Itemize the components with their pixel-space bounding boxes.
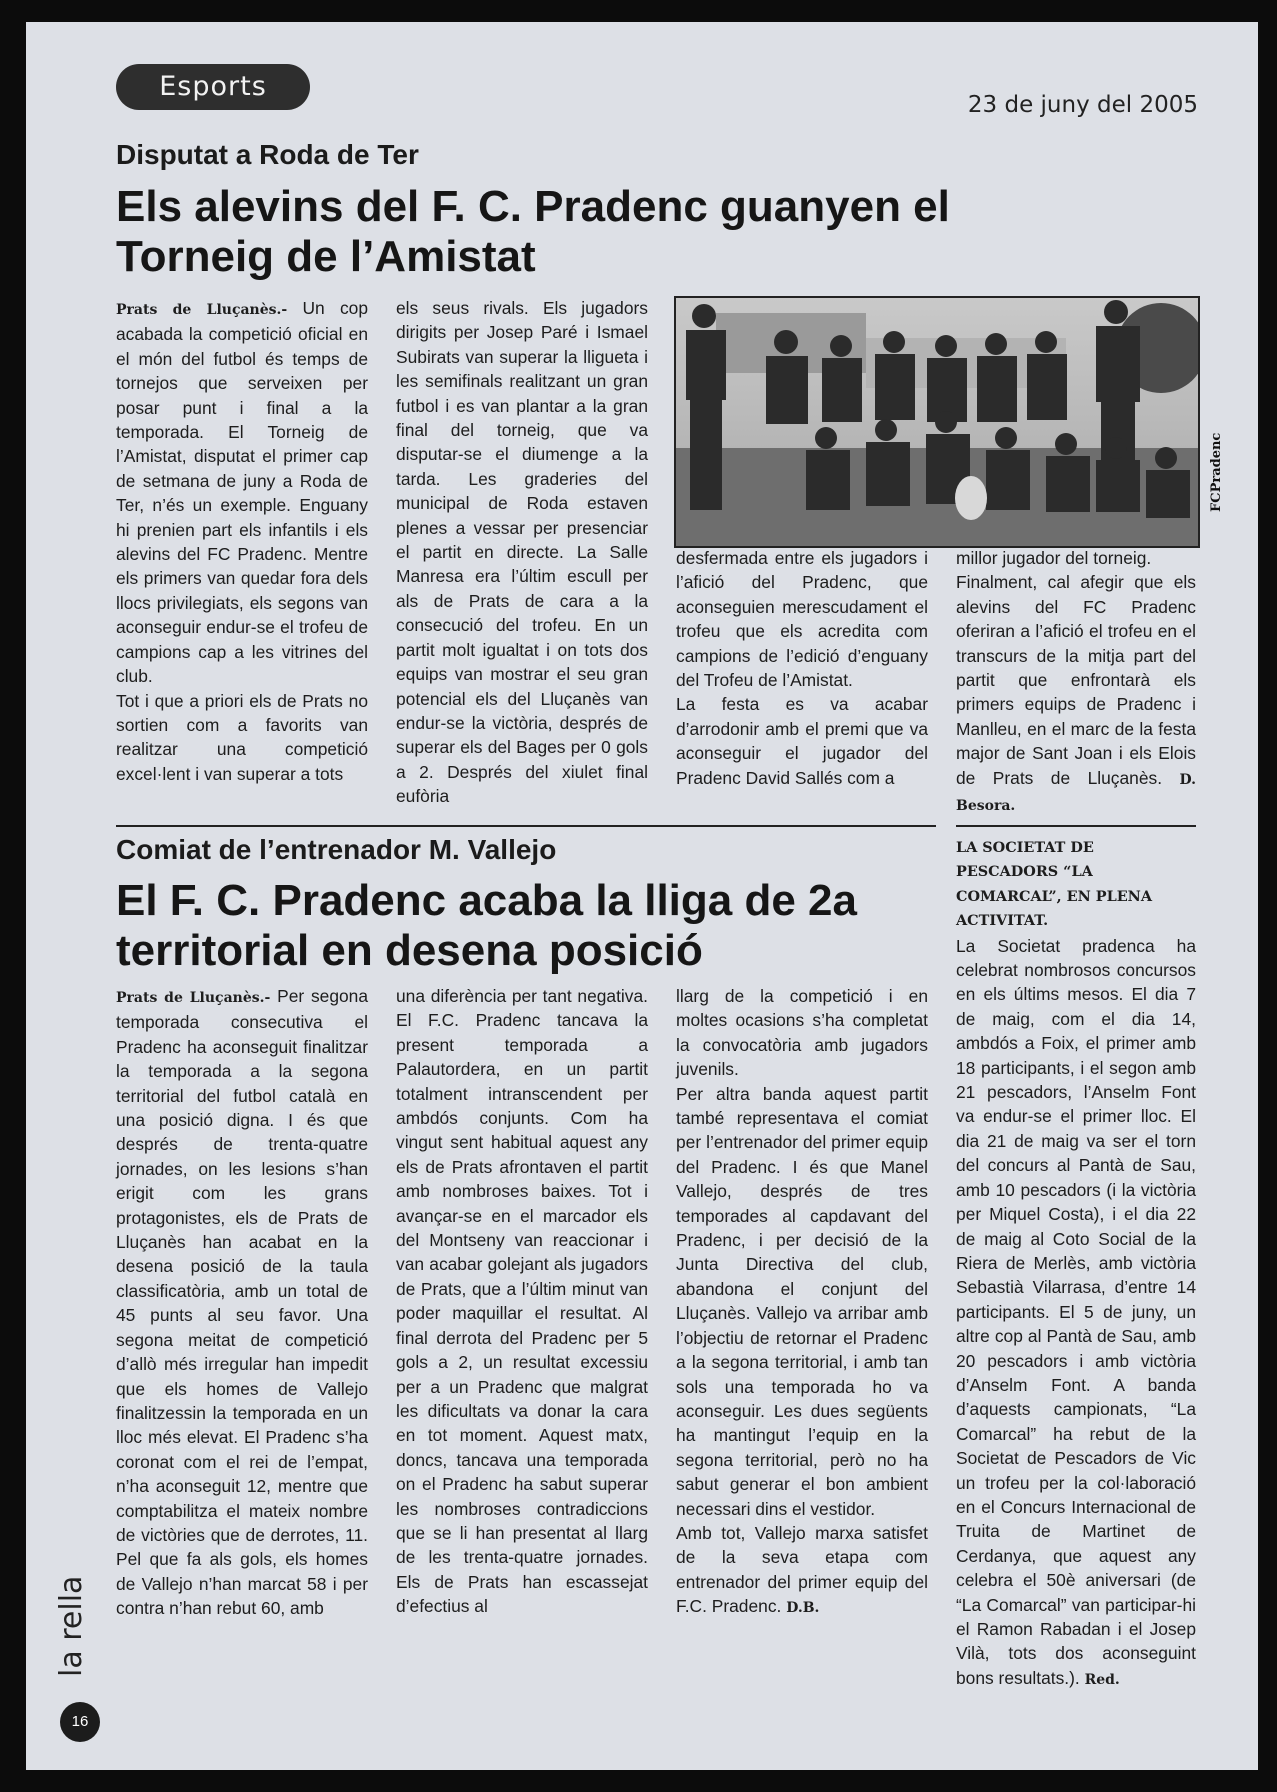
article1-column-4: millor jugador del torneig. Finalment, cal afegir que els alevins del FC Pradenc oferiran a l’afició el trofeu en el transcurs de la mitja part del partit que enfrontarà els primers equips de Pradenc i Manlleu, en el marc de la festa major de Sant Joan i els Elois de Prats de Lluçanès. D. Besora.	[956, 548, 1196, 815]
article1-dateline: Prats de Lluçanès.-	[116, 302, 288, 318]
section-tag: Esports	[116, 64, 310, 110]
newspaper-page	[26, 22, 1258, 1770]
article1-kicker: Disputat a Roda de Ter	[116, 139, 419, 170]
team-photo-image	[676, 298, 1198, 546]
article2-column-1: Prats de Lluçanès.- Per segona temporada consecutiva el Pradenc ha aconseguit finalitzar la temporada a la segona territorial del futbol català en una posició digna. I és que després de trenta-quatre jornades, on les lesions s’han erigit com les grans protagonistes, els de Prats de Lluçanès han acabat en la desena posició de la taula classificatòria, amb un total de 45 punts al seu favor. Una segona meitat de competició d’allò més irregular han impedit que els homes de Vallejo finalitzessin la temporada en un lloc més elevat. El Pradenc s’ha coronat com el rei de l’empat, n’ha aconseguit 12, mentre que comptabilitza el mateix nombre de victòries que de derrotes, 11. Pel que fa als gols, els homes de Vallejo n’han marcat 58 i per contra n’han rebut 60, amb	[116, 986, 369, 1619]
article2-column-3: llarg de la competició i en moltes ocasions s’ha completat la convocatòria amb jugadors juvenils. Per altra banda aquest partit també representava el comiat per l’entrenador del primer equip del Pradenc. I és que Manel Vallejo, després de tres temporades al capdavant del Pradenc, i per decisió de la Junta Directiva del club, abandona el conjunt del Lluçanès. Vallejo va arribar amb l’objectiu de retornar el Pradenc a la segona territorial, i amb tan sols una temporada ho va aconseguir. Les dues següents ha mantingut l’equip en la segona territorial, però no ha sabut generar el bon ambient necessari dins el vestidor. Amb tot, Vallejo marxa satisfet de la seva etapa com entrenador del primer equip del F.C. Pradenc. D.B.	[676, 986, 928, 1617]
sidebar-divider	[956, 825, 1196, 827]
sidebar-column: LA SOCIETAT DE PESCADORS “LA COMARCAL”, EN PLENA ACTIVITAT. La Societat pradenca ha celebrat nombrosos concursos en els últims mesos. El dia 7 de maig, com el dia 14, ambdós a Foix, el primer amb 18 participants, i el segon amb 21 pescadors, l’Anselm Font va endur-se el primer lloc. El dia 21 de maig va ser el torn del concurs al Pantà de Sau, amb 10 pescadors (i la victòria per Miquel Costa), i el dia 22 de maig al Coto Social de la Riera de Merlès, amb victòria Sebastià Vilarrasa, d’entre 14 participants. El 5 de juny, un altre cop al Pantà de Sau, amb 20 pescadors i amb victòria d’Anselm Font. A banda d’aquests campionats, “La Comarcal” ha rebut de la Societat de Pescadors de Vic un trofeu per la col·laboració en el Concurs Internacional de Truita de Martinet de Cerdanya, que aquest any celebra el 50è aniversari (de “La Comarcal” van participar-hi el Ramon Rabadan i el Josep Vilà, tots dos aconseguint bons resultats.). Red.	[956, 836, 1196, 1692]
article1-column-3: desfermada entre els jugadors i l’afició del Pradenc, que aconseguien merescudament el trofeu que els acredita com campions de l’edició d’enguany del Trofeu de l’Amistat. La festa es va acabar d’arrodonir amb el premi que va aconseguir el jugador del Pradenc David Sallés com a	[676, 548, 928, 788]
article2-headline: El F. C. Pradenc acaba la lliga de 2a territorial en desena posició	[116, 876, 857, 975]
article2-dateline: Prats de Lluçanès.-	[116, 990, 271, 1006]
article1-headline: Els alevins del F. C. Pradenc guanyen el Torneig de l’Amistat	[116, 182, 950, 281]
page-number: 16	[60, 1702, 100, 1742]
photo-credit: FCPradenc	[1209, 432, 1224, 512]
publication-name: la rella	[54, 1575, 89, 1677]
article-divider	[116, 825, 936, 827]
article1-signature: D. Besora.	[956, 771, 1196, 815]
team-photo	[674, 296, 1200, 548]
article1-column-1: Prats de Lluçanès.- Un cop acabada la competició oficial en el món del futbol és temps de tornejos que serveixen per posar punt i final a la temporada. El Torneig de l’Amistat, disputat el primer cap de setmana de juny a Roda de Ter, n’és un exemple. Enguany hi prenien part els infantils i els alevins del FC Pradenc. Mentre els primers van quedar fora dels llocs privilegiats, els segons van aconseguir endur-se el trofeu de campions cap a les vitrines del club. Tot i que a priori els de Prats no sortien com a favorits van realitzar una competició excel·lent i van superar a tots	[116, 298, 369, 784]
article1-column-2: els seus rivals. Els jugadors dirigits per Josep Paré i Ismael Subirats van superar la lligueta i les semifinals realitzant un gran futbol i es van plantar a la gran final del torneig, que va disputar-se el diumenge a la tarda. Les graderies del municipal de Roda estaven plenes a vessar per presenciar el partit en directe. La Salle Manresa era l’últim escull per als de Prats de cara a la consecució del trofeu. En un partit molt igualtat i on tots dos equips van mostrar el seu gran potencial els del Lluçanès van endur-se la victòria, després de superar els del Bages per 0 gols a 2. Després del xiulet final eufòria	[396, 298, 648, 807]
sidebar-headline: LA SOCIETAT DE PESCADORS “LA COMARCAL”, EN PLENA ACTIVITAT.	[956, 839, 1152, 930]
issue-date: 23 de juny del 2005	[967, 92, 1198, 118]
article2-kicker: Comiat de l’entrenador M. Vallejo	[116, 834, 557, 865]
article2-signature: D.B.	[786, 1600, 820, 1617]
sidebar-signature: Red.	[1084, 1671, 1120, 1688]
article2-column-2: una diferència per tant negativa. El F.C. Pradenc tancava la present temporada a Palautordera, en un partit totalment intranscendent per ambdós conjunts. Com ha vingut sent habitual aquest any els de Prats afrontaven el partit amb nombroses baixes. Tot i avançar-se en el marcador els del Montseny van reaccionar i van acabar golejant als jugadors de Prats, que a l’últim minut van poder maquillar el resultat. Al final derrota del Pradenc per 5 gols a 2, un resultat excessiu per a un Pradenc que malgrat les dificultats va donar la cara en tot moment. Aquest matx, doncs, tancava una temporada on el Pradenc ha sabut superar les nombroses contradiccions que se li han presentat al llarg de les trenta-quatre jornades. Els de Prats han escassejat d’efectius al	[396, 986, 648, 1617]
